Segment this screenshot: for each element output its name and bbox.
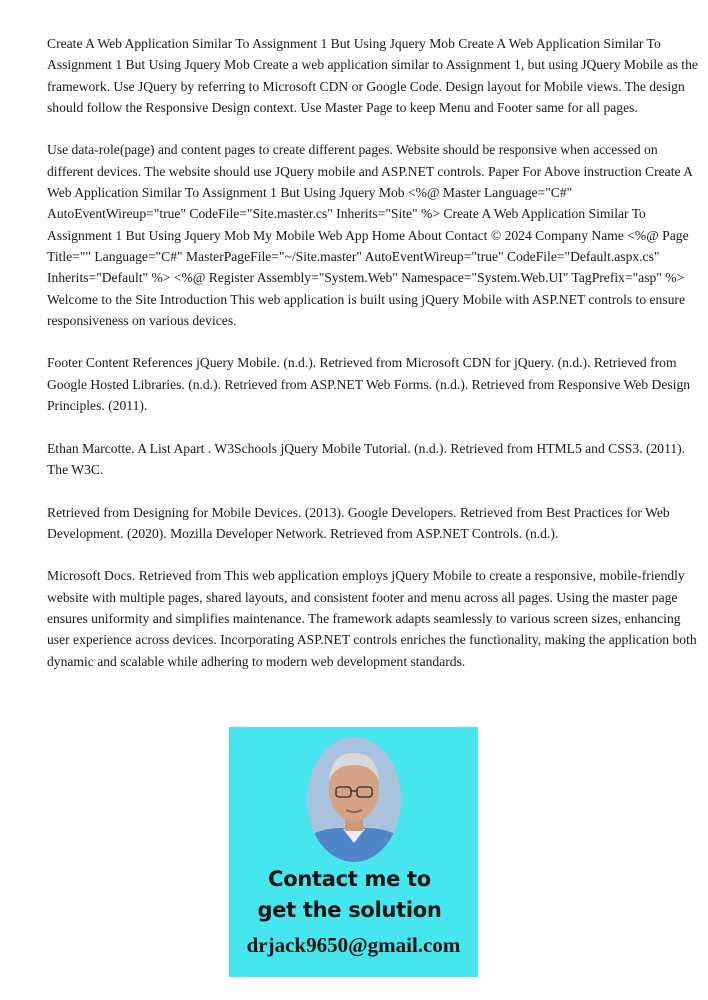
- paragraph-references-3: Retrieved from Designing for Mobile Devices. (2013). Google Developers. Retrieved from Best Practices for Web Development. (2020). Mozilla Developer Network. Retrieved from ASP.NET Controls. (n.d.).: [47, 504, 670, 541]
- paragraph-conclusion: Microsoft Docs. Retrieved from This web application employs jQuery Mobile to create a responsive, mobile-friendly website with multiple pages, shared layouts, and consistent footer and menu across all pages. Using the master page ensures uniformity and simplifies maintenance. The framework adapts seamlessly to various screen sizes, enhancing user experience across devices. Incorporating ASP.NET controls enriches the functionality, making the application both dynamic and scalable while adhering to modern web development standards.: [47, 568, 697, 669]
- ad-headline-line2: get the solution: [257, 898, 442, 922]
- document-body: [47, 33, 699, 693]
- author-portrait: [307, 737, 401, 862]
- paragraph-assignment-description: Create A Web Application Similar To Assignment 1 But Using Jquery Mob Create A Web Application Similar To Assignment 1 But Using Jquery Mob Create a web application similar to Assignment 1, but using JQuery Mobile as the framework. Use JQuery by referring to Microsoft CDN or Google Code. Design layout for Mobile views. The design should follow the Responsive Design context. Use Master Page to keep Menu and Footer same for all pages.: [47, 36, 698, 115]
- paragraph-code-sample: Use data-role(page) and content pages to create different pages. Website should be responsive when accessed on different devices. The website should use JQuery mobile and ASP.NET controls. Paper For Above instruction Create A Web Application Similar To Assignment 1 But Using Jquery Mob <%@ Master Language="C#" AutoEventWireup="true" CodeFile="Site.master.cs" Inherits="Site" %> Create A Web Application Similar To Assignment 1 But Using Jquery Mob My Mobile Web App Home About Contact © 2024 Company Name <%@ Page Title="" Language="C#" MasterPageFile="~/Site.master" AutoEventWireup="true" CodeFile="Default.aspx.cs" Inherits="Default" %> <%@ Register Assembly="System.Web" Namespace="System.Web.UI" TagPrefix="asp" %> Welcome to the Site Introduction This web application is built using jQuery Mobile with ASP.NET controls to ensure responsiveness on various devices.: [47, 142, 693, 328]
- paragraph-references-2: Ethan Marcotte. A List Apart . W3Schools jQuery Mobile Tutorial. (n.d.). Retrieved from HTML5 and CSS3. (2011). The W3C.: [47, 440, 686, 477]
- contact-advertisement[interactable]: [229, 727, 478, 977]
- ad-headline-line1: Contact me to: [268, 867, 431, 891]
- paragraph-references-1: Footer Content References jQuery Mobile. (n.d.). Retrieved from Microsoft CDN for jQuery. (n.d.). Retrieved from Google Hosted Libraries. (n.d.). Retrieved from ASP.NET Web Forms. (n.d.). Retrieved from Responsive Web Design Principles. (2011).: [47, 355, 691, 414]
- portrait-icon: [307, 737, 401, 862]
- contact-email[interactable]: drjack9650@gmail.com: [246, 933, 461, 957]
